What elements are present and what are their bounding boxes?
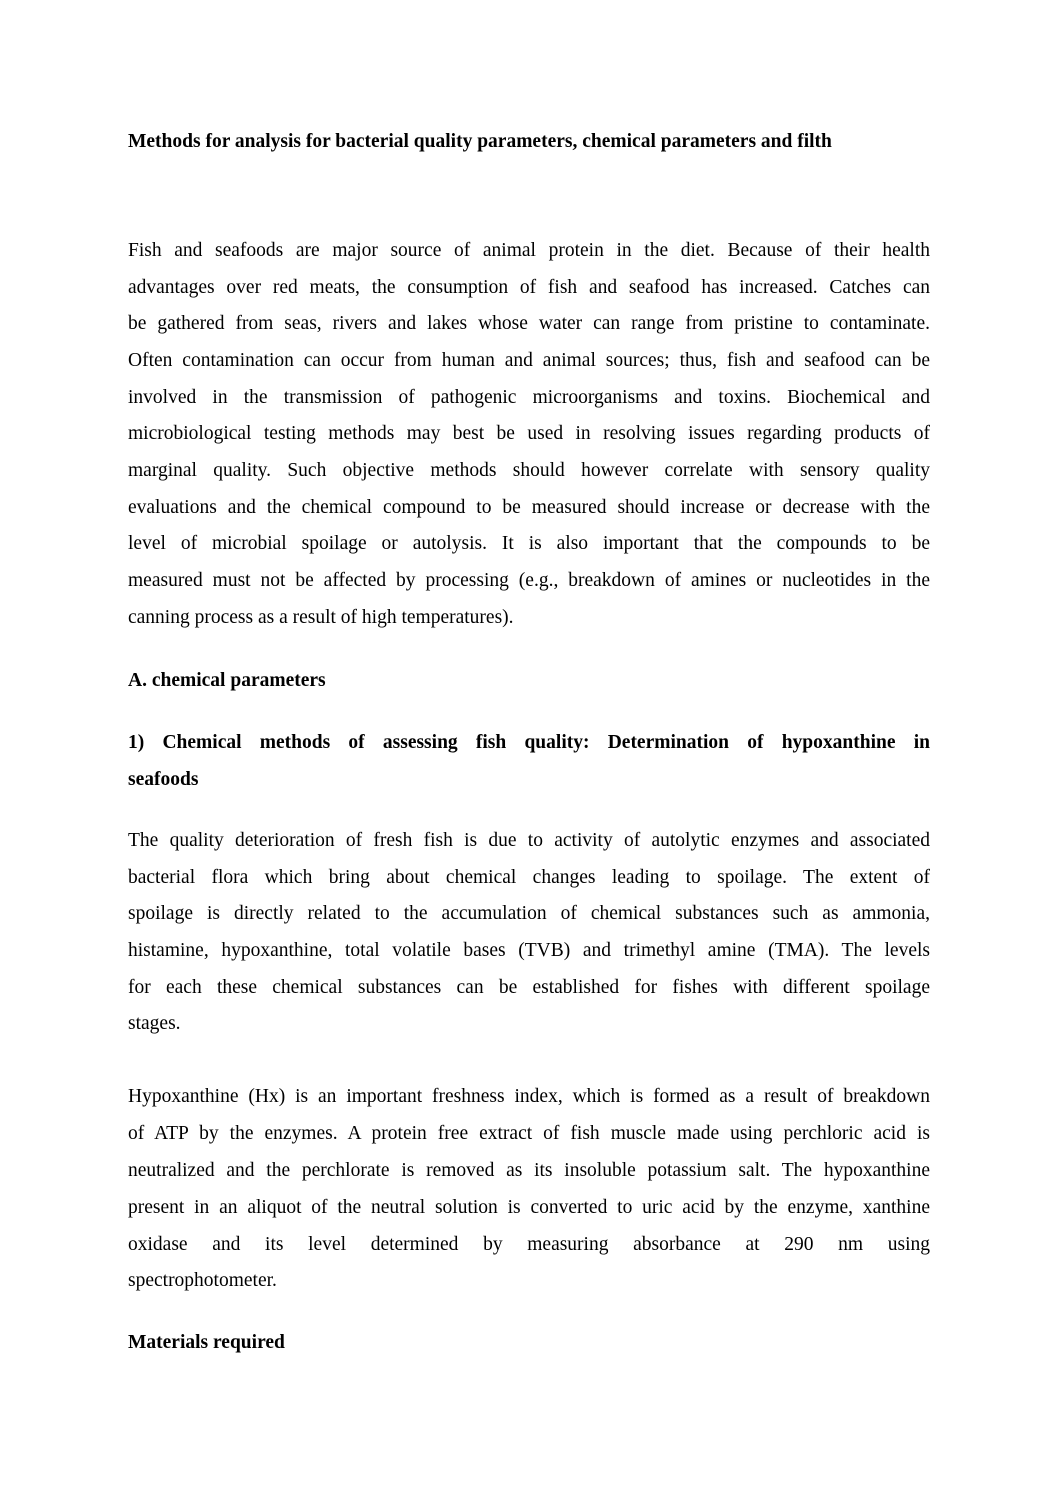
text-line: Often contamination can occur from human and animal sources; thus, fish and seafood can be — [128, 350, 930, 371]
heading-line: seafoods — [128, 769, 199, 790]
text-line: for each these chemical substances can be established for fishes with different spoilage — [128, 977, 930, 998]
text-line: canning process as a result of high temperatures). — [128, 607, 514, 628]
text-line: spoilage is directly related to the accumulation of chemical substances such as ammonia, — [128, 903, 930, 924]
text-line: histamine, hypoxanthine, total volatile bases (TVB) and trimethyl amine (TMA). The levels — [128, 940, 930, 961]
text-line: measured must not be affected by processing (e.g., breakdown of amines or nucleotides in the — [128, 570, 930, 591]
text-line: bacterial flora which bring about chemical changes leading to spoilage. The extent of — [128, 867, 930, 888]
text-line: present in an aliquot of the neutral solution is converted to uric acid by the enzyme, xanthine — [128, 1197, 930, 1218]
text-line: Fish and seafoods are major source of animal protein in the diet. Because of their health — [128, 240, 930, 261]
text-line: oxidase and its level determined by measuring absorbance at 290 nm using — [128, 1234, 930, 1255]
materials-heading: Materials required — [128, 1332, 285, 1353]
text-line: involved in the transmission of pathogenic microorganisms and toxins. Biochemical and — [128, 387, 930, 408]
text-line: marginal quality. Such objective methods should however correlate with sensory quality — [128, 460, 930, 481]
text-line: Hypoxanthine (Hx) is an important freshness index, which is formed as a result of breakdown — [128, 1086, 930, 1107]
section-heading: A. chemical parameters — [128, 670, 326, 691]
text-line: evaluations and the chemical compound to be measured should increase or decrease with the — [128, 497, 930, 518]
text-line: advantages over red meats, the consumption of fish and seafood has increased. Catches can — [128, 277, 930, 298]
text-line: microbiological testing methods may best be used in resolving issues regarding products of — [128, 423, 930, 444]
text-line: level of microbial spoilage or autolysis. It is also important that the compounds to be — [128, 533, 930, 554]
text-line: of ATP by the enzymes. A protein free extract of fish muscle made using perchloric acid is — [128, 1123, 930, 1144]
heading-line: 1) Chemical methods of assessing fish quality: Determination of hypoxanthine in — [128, 732, 930, 753]
text-line: be gathered from seas, rivers and lakes whose water can range from pristine to contaminate. — [128, 313, 930, 334]
text-line: The quality deterioration of fresh fish is due to activity of autolytic enzymes and associated — [128, 830, 930, 851]
document-title: Methods for analysis for bacterial quality parameters, chemical parameters and filth — [128, 131, 832, 152]
text-line: stages. — [128, 1013, 181, 1034]
text-line: neutralized and the perchlorate is removed as its insoluble potassium salt. The hypoxanthine — [128, 1160, 930, 1181]
text-line: spectrophotometer. — [128, 1270, 277, 1291]
